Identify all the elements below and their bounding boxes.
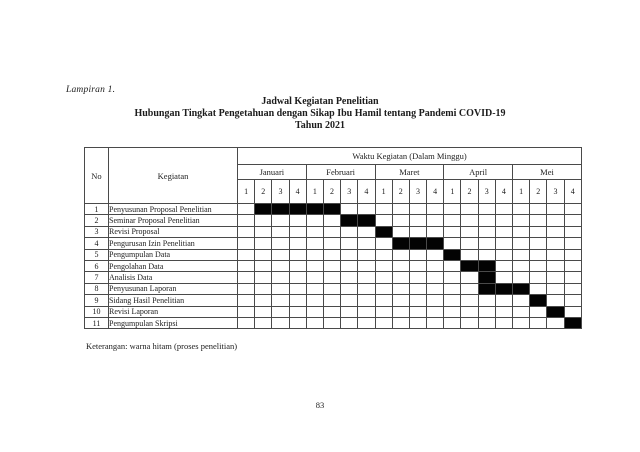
gantt-empty-cell xyxy=(341,283,358,294)
gantt-empty-cell xyxy=(495,272,512,283)
gantt-empty-cell xyxy=(306,283,323,294)
gantt-empty-cell xyxy=(341,249,358,260)
gantt-empty-cell xyxy=(306,272,323,283)
gantt-empty-cell xyxy=(375,249,392,260)
gantt-empty-cell xyxy=(409,283,426,294)
gantt-empty-cell xyxy=(495,204,512,215)
appendix-label: Lampiran 1. xyxy=(66,85,116,95)
gantt-empty-cell xyxy=(461,238,478,249)
gantt-empty-cell xyxy=(341,306,358,317)
title-block xyxy=(0,96,640,132)
gantt-empty-cell xyxy=(341,317,358,328)
gantt-empty-cell xyxy=(427,226,444,237)
gantt-empty-cell xyxy=(427,260,444,271)
activity-name: Pengumpulan Data xyxy=(109,249,238,260)
activity-row xyxy=(85,260,582,271)
gantt-empty-cell xyxy=(530,272,547,283)
week-number-februari-2: 2 xyxy=(323,180,340,204)
gantt-filled-cell xyxy=(272,204,289,215)
activity-name: Seminar Proposal Penelitian xyxy=(109,215,238,226)
gantt-empty-cell xyxy=(289,317,306,328)
gantt-filled-cell xyxy=(530,295,547,306)
gantt-empty-cell xyxy=(444,283,461,294)
gantt-empty-cell xyxy=(409,249,426,260)
gantt-empty-cell xyxy=(323,249,340,260)
activity-no: 10 xyxy=(85,306,109,317)
gantt-empty-cell xyxy=(358,317,375,328)
gantt-empty-cell xyxy=(323,215,340,226)
gantt-empty-cell xyxy=(375,260,392,271)
gantt-empty-cell xyxy=(375,295,392,306)
gantt-empty-cell xyxy=(255,215,272,226)
gantt-empty-cell xyxy=(323,283,340,294)
gantt-empty-cell xyxy=(513,260,530,271)
gantt-empty-cell xyxy=(392,272,409,283)
activity-name: Analisis Data xyxy=(109,272,238,283)
gantt-empty-cell xyxy=(323,272,340,283)
activity-name: Revisi Proposal xyxy=(109,226,238,237)
activity-no: 5 xyxy=(85,249,109,260)
gantt-empty-cell xyxy=(444,306,461,317)
gantt-empty-cell xyxy=(289,226,306,237)
gantt-empty-cell xyxy=(375,283,392,294)
gantt-empty-cell xyxy=(478,238,495,249)
gantt-empty-cell xyxy=(392,226,409,237)
gantt-empty-cell xyxy=(306,295,323,306)
gantt-empty-cell xyxy=(444,295,461,306)
gantt-filled-cell xyxy=(478,283,495,294)
gantt-empty-cell xyxy=(513,272,530,283)
gantt-filled-cell xyxy=(427,238,444,249)
gantt-empty-cell xyxy=(272,283,289,294)
gantt-empty-cell xyxy=(495,306,512,317)
gantt-empty-cell xyxy=(238,204,255,215)
gantt-empty-cell xyxy=(564,215,581,226)
activity-no: 11 xyxy=(85,317,109,328)
week-number-maret-2: 2 xyxy=(392,180,409,204)
gantt-empty-cell xyxy=(547,204,564,215)
gantt-empty-cell xyxy=(306,260,323,271)
column-header-no: No xyxy=(85,148,109,204)
schedule-table xyxy=(84,147,582,329)
gantt-empty-cell xyxy=(341,295,358,306)
month-header-januari: Januari xyxy=(238,165,307,180)
gantt-empty-cell xyxy=(461,204,478,215)
gantt-empty-cell xyxy=(358,272,375,283)
gantt-filled-cell xyxy=(306,204,323,215)
week-number-april-3: 3 xyxy=(478,180,495,204)
gantt-empty-cell xyxy=(409,272,426,283)
gantt-empty-cell xyxy=(427,317,444,328)
gantt-empty-cell xyxy=(375,238,392,249)
gantt-empty-cell xyxy=(495,249,512,260)
gantt-empty-cell xyxy=(341,204,358,215)
week-number-februari-1: 1 xyxy=(306,180,323,204)
gantt-empty-cell xyxy=(478,204,495,215)
gantt-empty-cell xyxy=(444,317,461,328)
gantt-filled-cell xyxy=(392,238,409,249)
gantt-empty-cell xyxy=(358,249,375,260)
gantt-empty-cell xyxy=(255,260,272,271)
gantt-empty-cell xyxy=(238,295,255,306)
gantt-empty-cell xyxy=(238,215,255,226)
gantt-empty-cell xyxy=(255,317,272,328)
gantt-empty-cell xyxy=(495,295,512,306)
week-number-maret-3: 3 xyxy=(409,180,426,204)
gantt-empty-cell xyxy=(478,226,495,237)
gantt-empty-cell xyxy=(530,238,547,249)
gantt-empty-cell xyxy=(427,215,444,226)
gantt-empty-cell xyxy=(255,283,272,294)
week-number-januari-3: 3 xyxy=(272,180,289,204)
gantt-empty-cell xyxy=(444,204,461,215)
gantt-empty-cell xyxy=(358,238,375,249)
gantt-filled-cell xyxy=(409,238,426,249)
activity-no: 7 xyxy=(85,272,109,283)
week-number-april-4: 4 xyxy=(495,180,512,204)
gantt-empty-cell xyxy=(461,295,478,306)
gantt-empty-cell xyxy=(375,272,392,283)
gantt-empty-cell xyxy=(392,204,409,215)
gantt-empty-cell xyxy=(461,306,478,317)
gantt-empty-cell xyxy=(289,272,306,283)
gantt-empty-cell xyxy=(547,317,564,328)
activity-row xyxy=(85,295,582,306)
gantt-empty-cell xyxy=(323,295,340,306)
month-header-februari: Februari xyxy=(306,165,375,180)
activity-row xyxy=(85,272,582,283)
activity-no: 4 xyxy=(85,238,109,249)
activity-row xyxy=(85,283,582,294)
gantt-empty-cell xyxy=(409,226,426,237)
gantt-empty-cell xyxy=(272,226,289,237)
gantt-empty-cell xyxy=(341,260,358,271)
gantt-empty-cell xyxy=(495,317,512,328)
gantt-empty-cell xyxy=(306,317,323,328)
month-header-april: April xyxy=(444,165,513,180)
gantt-empty-cell xyxy=(461,226,478,237)
page-title: Jadwal Kegiatan Penelitian xyxy=(261,96,379,107)
activity-row xyxy=(85,317,582,328)
gantt-empty-cell xyxy=(547,260,564,271)
activity-row xyxy=(85,226,582,237)
gantt-empty-cell xyxy=(409,260,426,271)
gantt-empty-cell xyxy=(478,306,495,317)
gantt-empty-cell xyxy=(323,306,340,317)
week-number-februari-3: 3 xyxy=(341,180,358,204)
gantt-filled-cell xyxy=(255,204,272,215)
gantt-empty-cell xyxy=(495,226,512,237)
gantt-empty-cell xyxy=(530,204,547,215)
gantt-empty-cell xyxy=(272,317,289,328)
gantt-empty-cell xyxy=(564,238,581,249)
gantt-empty-cell xyxy=(238,317,255,328)
gantt-empty-cell xyxy=(409,295,426,306)
gantt-empty-cell xyxy=(495,215,512,226)
gantt-empty-cell xyxy=(495,260,512,271)
activity-no: 8 xyxy=(85,283,109,294)
week-number-maret-1: 1 xyxy=(375,180,392,204)
gantt-filled-cell xyxy=(341,215,358,226)
gantt-empty-cell xyxy=(513,204,530,215)
gantt-empty-cell xyxy=(255,306,272,317)
gantt-empty-cell xyxy=(530,249,547,260)
gantt-empty-cell xyxy=(238,306,255,317)
gantt-filled-cell xyxy=(547,306,564,317)
gantt-empty-cell xyxy=(530,215,547,226)
gantt-empty-cell xyxy=(530,317,547,328)
gantt-empty-cell xyxy=(392,306,409,317)
gantt-empty-cell xyxy=(427,272,444,283)
gantt-filled-cell xyxy=(495,283,512,294)
gantt-empty-cell xyxy=(375,215,392,226)
gantt-empty-cell xyxy=(564,295,581,306)
gantt-filled-cell xyxy=(444,249,461,260)
gantt-empty-cell xyxy=(427,249,444,260)
gantt-filled-cell xyxy=(478,272,495,283)
gantt-empty-cell xyxy=(289,260,306,271)
gantt-empty-cell xyxy=(444,238,461,249)
activity-name: Penyusunan Proposal Penelitian xyxy=(109,204,238,215)
gantt-empty-cell xyxy=(306,226,323,237)
gantt-empty-cell xyxy=(547,238,564,249)
gantt-empty-cell xyxy=(238,283,255,294)
week-number-mei-1: 1 xyxy=(513,180,530,204)
gantt-empty-cell xyxy=(358,226,375,237)
month-header-maret: Maret xyxy=(375,165,444,180)
activity-no: 3 xyxy=(85,226,109,237)
gantt-empty-cell xyxy=(238,238,255,249)
gantt-empty-cell xyxy=(289,306,306,317)
gantt-empty-cell xyxy=(272,295,289,306)
gantt-empty-cell xyxy=(444,260,461,271)
week-number-februari-4: 4 xyxy=(358,180,375,204)
gantt-empty-cell xyxy=(409,215,426,226)
activity-name: Revisi Laporan xyxy=(109,306,238,317)
activity-no: 1 xyxy=(85,204,109,215)
gantt-empty-cell xyxy=(564,249,581,260)
gantt-empty-cell xyxy=(392,249,409,260)
week-number-mei-3: 3 xyxy=(547,180,564,204)
column-header-waktu: Waktu Kegiatan (Dalam Minggu) xyxy=(238,148,582,165)
gantt-empty-cell xyxy=(238,249,255,260)
gantt-empty-cell xyxy=(255,249,272,260)
week-number-januari-4: 4 xyxy=(289,180,306,204)
week-number-april-1: 1 xyxy=(444,180,461,204)
activity-row xyxy=(85,215,582,226)
activity-no: 9 xyxy=(85,295,109,306)
gantt-empty-cell xyxy=(513,238,530,249)
gantt-empty-cell xyxy=(547,249,564,260)
gantt-empty-cell xyxy=(238,226,255,237)
gantt-empty-cell xyxy=(392,283,409,294)
activity-row xyxy=(85,249,582,260)
gantt-empty-cell xyxy=(547,272,564,283)
gantt-empty-cell xyxy=(478,215,495,226)
gantt-empty-cell xyxy=(375,306,392,317)
gantt-empty-cell xyxy=(272,306,289,317)
gantt-empty-cell xyxy=(461,317,478,328)
gantt-empty-cell xyxy=(375,317,392,328)
gantt-empty-cell xyxy=(323,317,340,328)
month-header-mei: Mei xyxy=(513,165,582,180)
gantt-empty-cell xyxy=(272,260,289,271)
column-header-kegiatan: Kegiatan xyxy=(109,148,238,204)
gantt-empty-cell xyxy=(272,238,289,249)
gantt-filled-cell xyxy=(461,260,478,271)
gantt-empty-cell xyxy=(341,226,358,237)
gantt-filled-cell xyxy=(564,317,581,328)
gantt-empty-cell xyxy=(461,249,478,260)
activity-name: Pengolahan Data xyxy=(109,260,238,271)
gantt-filled-cell xyxy=(358,215,375,226)
activity-row xyxy=(85,204,582,215)
gantt-empty-cell xyxy=(272,272,289,283)
gantt-empty-cell xyxy=(238,260,255,271)
gantt-empty-cell xyxy=(358,204,375,215)
gantt-empty-cell xyxy=(289,295,306,306)
gantt-empty-cell xyxy=(461,283,478,294)
activity-name: Pengumpulan Skripsi xyxy=(109,317,238,328)
gantt-empty-cell xyxy=(289,215,306,226)
gantt-empty-cell xyxy=(341,272,358,283)
gantt-empty-cell xyxy=(530,306,547,317)
gantt-empty-cell xyxy=(272,249,289,260)
gantt-empty-cell xyxy=(427,204,444,215)
week-number-januari-1: 1 xyxy=(238,180,255,204)
gantt-filled-cell xyxy=(375,226,392,237)
gantt-empty-cell xyxy=(478,295,495,306)
gantt-empty-cell xyxy=(289,249,306,260)
gantt-filled-cell xyxy=(513,283,530,294)
gantt-empty-cell xyxy=(530,226,547,237)
gantt-empty-cell xyxy=(513,226,530,237)
gantt-empty-cell xyxy=(513,317,530,328)
gantt-empty-cell xyxy=(272,215,289,226)
page-year: Tahun 2021 xyxy=(295,120,345,131)
gantt-empty-cell xyxy=(306,306,323,317)
page-subtitle: Hubungan Tingkat Pengetahuan dengan Sikap Ibu Hamil tentang Pandemi COVID-19 xyxy=(134,108,506,119)
gantt-empty-cell xyxy=(478,317,495,328)
legend-note: Keterangan: warna hitam (proses penelitian) xyxy=(86,341,238,351)
gantt-empty-cell xyxy=(513,295,530,306)
week-number-mei-4: 4 xyxy=(564,180,581,204)
gantt-empty-cell xyxy=(461,272,478,283)
gantt-filled-cell xyxy=(289,204,306,215)
gantt-empty-cell xyxy=(358,283,375,294)
gantt-empty-cell xyxy=(427,295,444,306)
gantt-empty-cell xyxy=(409,204,426,215)
gantt-empty-cell xyxy=(409,306,426,317)
activity-name: Penyusunan Laporan xyxy=(109,283,238,294)
gantt-empty-cell xyxy=(323,238,340,249)
gantt-empty-cell xyxy=(358,260,375,271)
gantt-empty-cell xyxy=(444,226,461,237)
gantt-filled-cell xyxy=(478,260,495,271)
gantt-empty-cell xyxy=(547,283,564,294)
gantt-empty-cell xyxy=(238,272,255,283)
gantt-empty-cell xyxy=(513,215,530,226)
activity-row xyxy=(85,238,582,249)
gantt-empty-cell xyxy=(513,306,530,317)
gantt-empty-cell xyxy=(564,283,581,294)
gantt-empty-cell xyxy=(478,249,495,260)
gantt-empty-cell xyxy=(564,306,581,317)
gantt-empty-cell xyxy=(255,272,272,283)
gantt-empty-cell xyxy=(375,204,392,215)
gantt-empty-cell xyxy=(564,272,581,283)
gantt-empty-cell xyxy=(289,238,306,249)
gantt-empty-cell xyxy=(564,260,581,271)
gantt-empty-cell xyxy=(547,295,564,306)
gantt-empty-cell xyxy=(358,306,375,317)
gantt-empty-cell xyxy=(255,238,272,249)
activity-no: 2 xyxy=(85,215,109,226)
gantt-empty-cell xyxy=(255,226,272,237)
gantt-empty-cell xyxy=(547,226,564,237)
gantt-empty-cell xyxy=(392,260,409,271)
week-number-april-2: 2 xyxy=(461,180,478,204)
gantt-empty-cell xyxy=(323,260,340,271)
gantt-empty-cell xyxy=(564,226,581,237)
gantt-empty-cell xyxy=(306,215,323,226)
gantt-empty-cell xyxy=(530,260,547,271)
gantt-empty-cell xyxy=(255,295,272,306)
gantt-empty-cell xyxy=(530,283,547,294)
gantt-empty-cell xyxy=(495,238,512,249)
gantt-filled-cell xyxy=(323,204,340,215)
gantt-empty-cell xyxy=(306,249,323,260)
gantt-empty-cell xyxy=(547,215,564,226)
gantt-empty-cell xyxy=(444,215,461,226)
gantt-empty-cell xyxy=(392,295,409,306)
activity-name: Pengurusan Izin Penelitian xyxy=(109,238,238,249)
activity-name: Sidang Hasil Penelitian xyxy=(109,295,238,306)
gantt-empty-cell xyxy=(289,283,306,294)
gantt-empty-cell xyxy=(461,215,478,226)
gantt-empty-cell xyxy=(427,283,444,294)
week-number-mei-2: 2 xyxy=(530,180,547,204)
gantt-empty-cell xyxy=(444,272,461,283)
gantt-empty-cell xyxy=(358,295,375,306)
page-number: 83 xyxy=(315,400,325,410)
activity-row xyxy=(85,306,582,317)
activity-no: 6 xyxy=(85,260,109,271)
gantt-empty-cell xyxy=(306,238,323,249)
gantt-empty-cell xyxy=(427,306,444,317)
gantt-empty-cell xyxy=(392,317,409,328)
gantt-empty-cell xyxy=(392,215,409,226)
gantt-empty-cell xyxy=(409,317,426,328)
gantt-empty-cell xyxy=(323,226,340,237)
gantt-empty-cell xyxy=(513,249,530,260)
week-number-januari-2: 2 xyxy=(255,180,272,204)
gantt-empty-cell xyxy=(341,238,358,249)
week-number-maret-4: 4 xyxy=(427,180,444,204)
gantt-empty-cell xyxy=(564,204,581,215)
